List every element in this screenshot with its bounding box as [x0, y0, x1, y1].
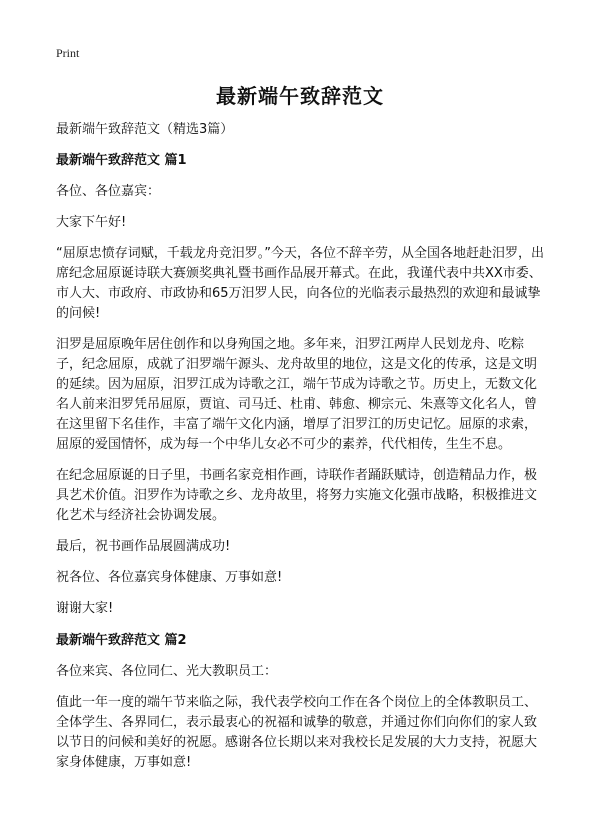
- document-subtitle: 最新端午致辞范文（精选3篇）: [56, 122, 234, 137]
- paragraph: 汨罗是屈原晚年居住创作和以身殉国之地。多年来，汨罗江两岸人民划龙舟、吃粽子，纪念屈原，成就了汨罗端午源头、龙舟故里的地位，这是文化的传承，这是文明的延续。因为屈原，汨罗江成为诗歌之江，端午节成为诗歌之节。历史上，无数文化名人前来汨罗凭吊屈原，贾谊、司马迁、杜甫、韩愈、柳宗元、朱熹等文化名人，曾在这里留下名佳作，丰富了端午文化内涵，增厚了汨罗江的历史记忆。屈原的求索，屈原的爱国情怀，成为每一个中华儿女必不可少的素养，代代相传，生生不息。: [56, 337, 538, 452]
- paragraph: 谢谢大家!: [56, 601, 114, 616]
- paragraph: 值此一年一度的端午节来临之际，我代表学校向工作在各个岗位上的全体教职员工、全体学生、各界同仁，表示最衷心的祝福和诚挚的敬意，并通过你们向你们的家人致以节日的问候和美好的祝愿。感谢各位长期以来对我校长足发展的大力支持，祝愿大家身体健康，万事如意!: [56, 695, 538, 770]
- document-title: 最新端午致辞范文: [216, 84, 384, 108]
- section-heading-2: 最新端午致辞范文 篇2: [56, 633, 187, 648]
- document-body: [56, 120, 546, 784]
- paragraph: 祝各位、各位嘉宾身体健康、万事如意!: [56, 570, 283, 585]
- section-heading-1: 最新端午致辞范文 篇1: [56, 153, 187, 168]
- print-label: Print: [56, 46, 80, 60]
- paragraph: 在纪念屈原诞的日子里，书画名家竞相作画，诗联作者踊跃赋诗，创造精品力作，极具艺术价值。汨罗作为诗歌之乡、龙舟故里，将努力实施文化强市战略，积极推进文化艺术与经济社会协调发展。: [56, 468, 538, 523]
- paragraph: 大家下午好!: [56, 215, 127, 230]
- paragraph: 各位、各位嘉宾：: [56, 184, 161, 199]
- paragraph: 最后，祝书画作品展圆满成功!: [56, 539, 231, 554]
- paragraph: 各位来宾、各位同仁、光大教职员工：: [56, 664, 278, 679]
- paragraph: “屈原忠愤存词赋，千载龙舟竞汨罗。”今天，各位不辞辛劳，从全国各地赶赴汨罗，出席纪念屈原诞诗联大赛颁奖典礼暨书画作品展开幕式。在此，我谨代表中共XX市委、市人大、市政府、市政协和65万汨罗人民，向各位的光临表示最热烈的欢迎和最诚挚的问候!: [56, 246, 544, 321]
